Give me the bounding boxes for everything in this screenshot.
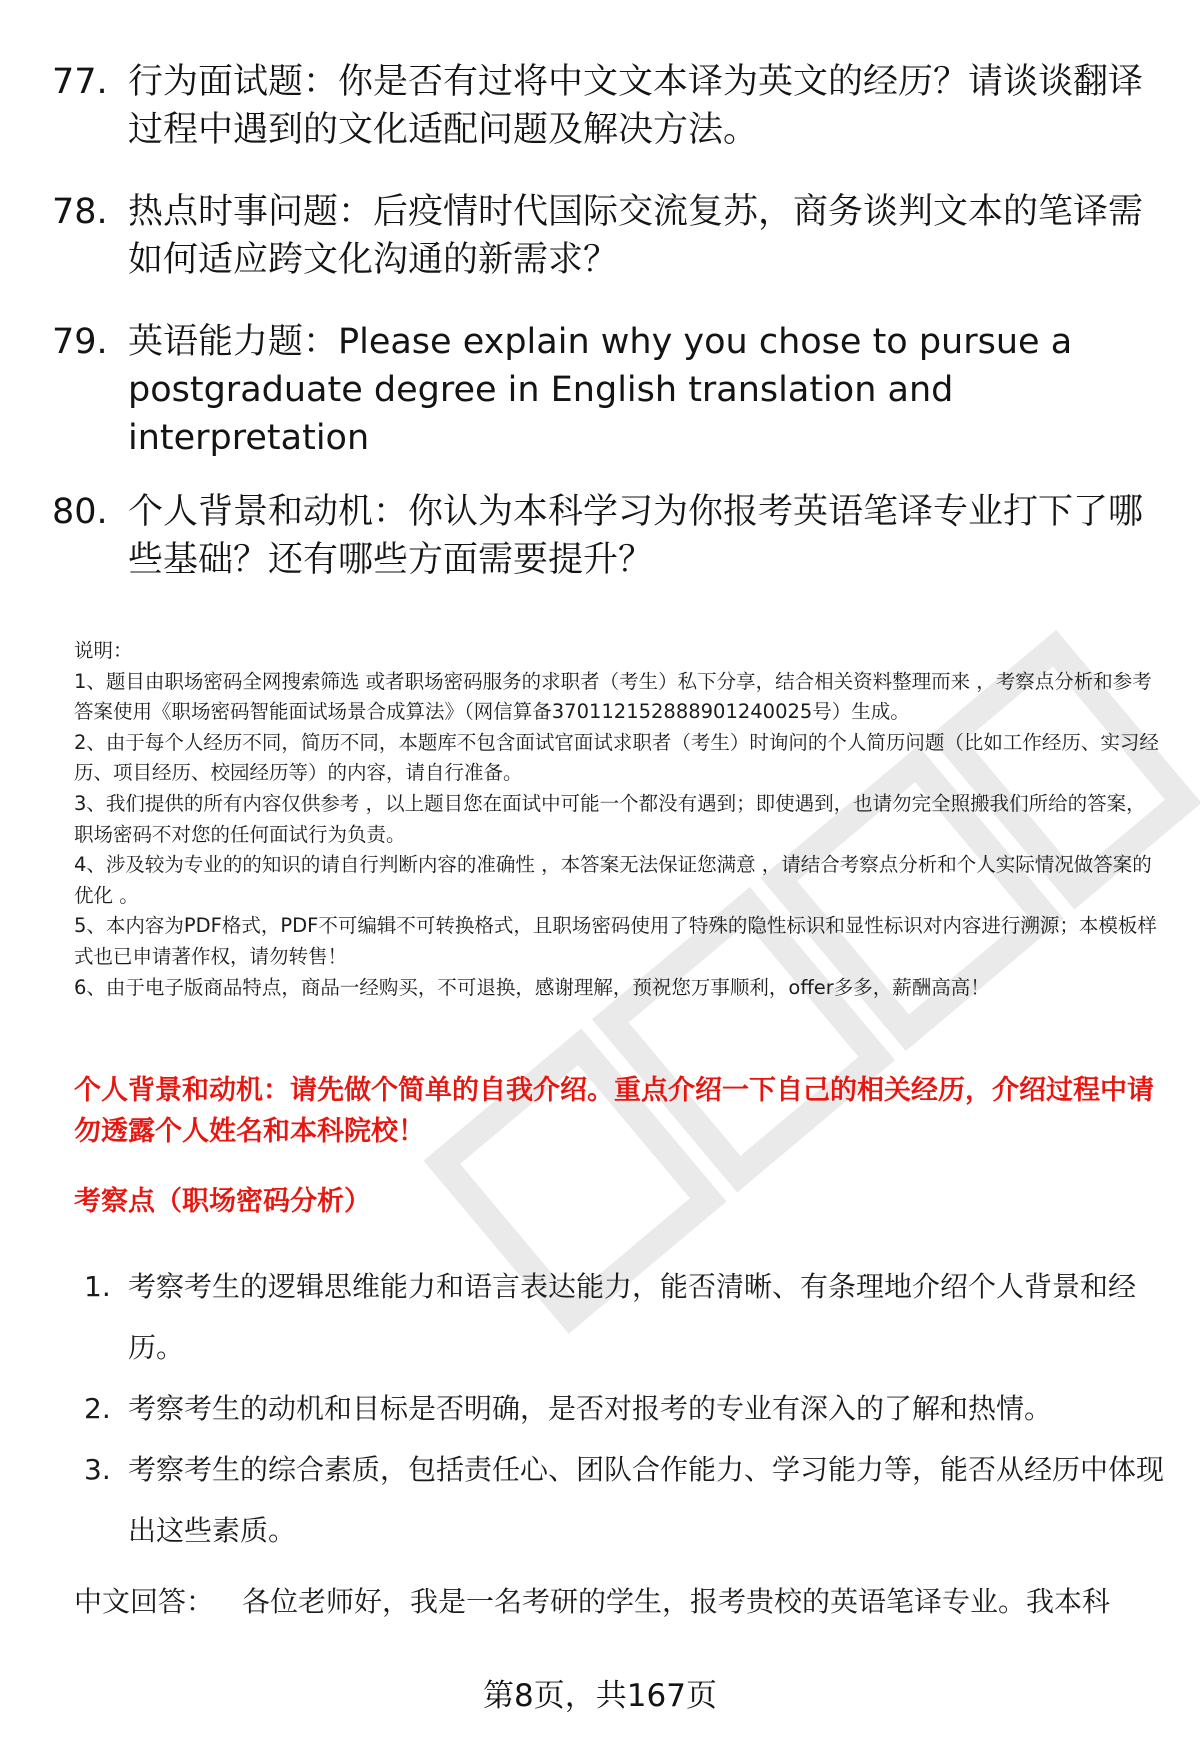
analysis-text: 考察考生的综合素质，包括责任心、团队合作能力、学习能力等，能否从经历中体现出这些素质。 bbox=[128, 1453, 1165, 1547]
analysis-number: 3. bbox=[84, 1453, 111, 1486]
notes-item: 6、由于电子版商品特点，商品一经购买，不可退换，感谢理解，预祝您万事顺利，offer多多，薪酬高高！ bbox=[74, 975, 990, 999]
question-number: 80. bbox=[52, 492, 108, 532]
analysis-item bbox=[84, 1439, 1164, 1561]
question-text: 英语能力题：Please explain why you chose to pursue a postgraduate degree in English translation and interpretation bbox=[128, 322, 1073, 458]
question-text: 热点时事问题：后疫情时代国际交流复苏，商务谈判文本的笔译需如何适应跨文化沟通的新需求？ bbox=[128, 192, 1144, 280]
analysis-item bbox=[84, 1256, 1164, 1378]
notes-item: 5、本内容为PDF格式，PDF不可编辑不可转换格式，且职场密码使用了特殊的隐性标识和显性标识对内容进行溯源；本模板样式也已申请著作权，请勿转售！ bbox=[74, 914, 1157, 968]
analysis-heading: 考察点（职场密码分析） bbox=[74, 1186, 371, 1217]
notes-title: 说明： bbox=[74, 639, 133, 662]
question-number: 78. bbox=[52, 192, 108, 232]
question-text: 个人背景和动机：你认为本科学习为你报考英语笔译专业打下了哪些基础？还有哪些方面需要提升？ bbox=[128, 492, 1144, 580]
answer-text: 各位老师好，我是一名考研的学生，报考贵校的英语笔译专业。我本科 bbox=[242, 1585, 1111, 1618]
analysis-item bbox=[84, 1378, 1164, 1439]
disclaimer-notes bbox=[74, 636, 1164, 1003]
question-text: 行为面试题：你是否有过将中文文本译为英文的经历？请谈谈翻译过程中遇到的文化适配问题及解决方法。 bbox=[128, 62, 1144, 150]
analysis-list bbox=[84, 1256, 1164, 1561]
notes-item: 1、题目由职场密码全网搜索筛选 或者职场密码服务的求职者（考生）私下分享，结合相关资料整理而来 ，考察点分析和参考答案使用《职场密码智能面试场景合成算法》（网信算备370112152888901240025号）生成。 bbox=[74, 669, 1152, 724]
question-number: 79. bbox=[52, 322, 108, 362]
analysis-text: 考察考生的动机和目标是否明确，是否对报考的专业有深入的了解和热情。 bbox=[128, 1392, 1053, 1425]
question-list bbox=[52, 58, 1152, 618]
highlight-question: 个人背景和动机：请先做个简单的自我介绍。重点介绍一下自己的相关经历，介绍过程中请勿透露个人姓名和本科院校！ bbox=[74, 1075, 1154, 1147]
answer-paragraph bbox=[74, 1582, 1110, 1622]
question-number: 77. bbox=[52, 62, 108, 102]
notes-item: 4、涉及较为专业的的知识的请自行判断内容的准确性 ，本答案无法保证您满意 ，请结合考察点分析和个人实际情况做答案的优化 。 bbox=[74, 853, 1152, 907]
analysis-number: 1. bbox=[84, 1270, 111, 1303]
question-item bbox=[52, 188, 1152, 284]
analysis-number: 2. bbox=[84, 1392, 111, 1425]
question-item bbox=[52, 488, 1152, 584]
page-footer: 第8页，共167页 bbox=[483, 1678, 717, 1714]
notes-item: 3、我们提供的所有内容仅供参考 ，以上题目您在面试中可能一个都没有遇到；即使遇到，也请勿完全照搬我们所给的答案，职场密码不对您的任何面试行为负责。 bbox=[74, 791, 1146, 846]
notes-item: 2、由于每个人经历不同，简历不同，本题库不包含面试官面试求职者（考生）时询问的个人简历问题（比如工作经历、实习经历、项目经历、校园经历等）的内容，请自行准备。 bbox=[74, 730, 1159, 785]
answer-label: 中文回答： bbox=[74, 1585, 215, 1618]
question-item bbox=[52, 58, 1152, 154]
question-item bbox=[52, 318, 1152, 462]
analysis-text: 考察考生的逻辑思维能力和语言表达能力，能否清晰、有条理地介绍个人背景和经历。 bbox=[128, 1270, 1137, 1364]
